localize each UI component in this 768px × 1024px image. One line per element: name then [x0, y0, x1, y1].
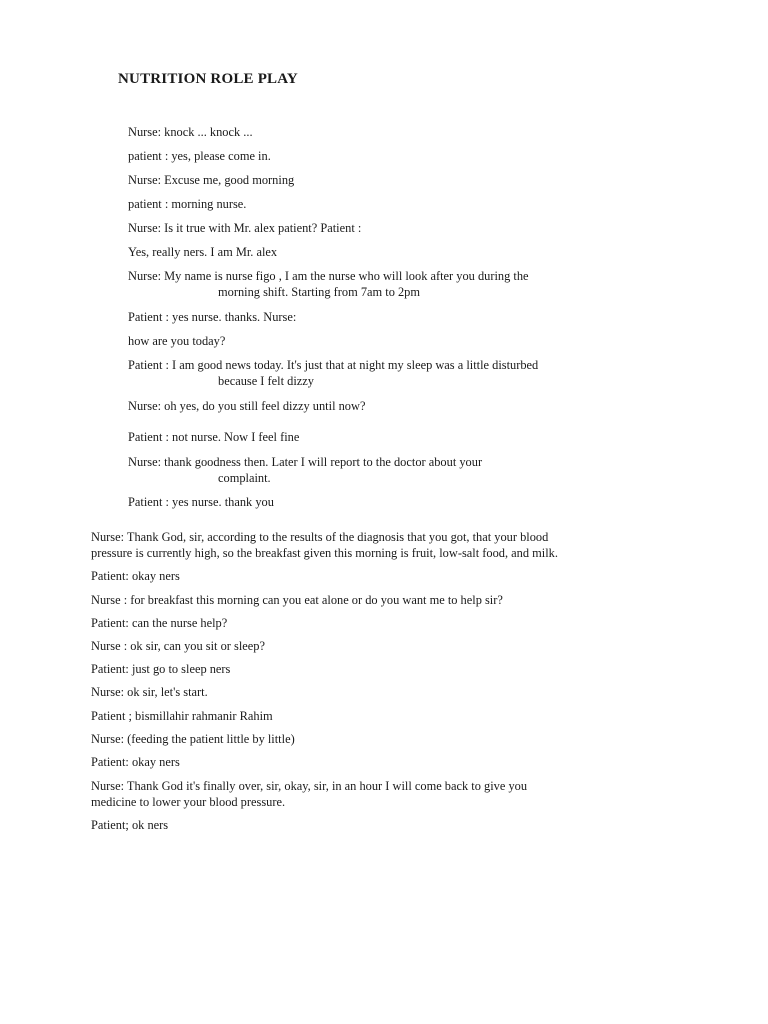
dialogue-line: Patient: can the nurse help? [91, 616, 228, 630]
dialogue-line: Patient : not nurse. Now I feel fine [128, 430, 300, 444]
dialogue-line: Nurse: oh yes, do you still feel dizzy until now? [128, 399, 366, 413]
dialogue-line: Nurse: My name is nurse figo , I am the nurse who will look after you during the morning shift. Starting from 7am to 2pm [128, 269, 529, 299]
document-title: NUTRITION ROLE PLAY [118, 71, 298, 87]
dialogue-line: Nurse : for breakfast this morning can you eat alone or do you want me to help sir? [91, 593, 503, 607]
dialogue-line: patient : yes, please come in. [128, 149, 271, 163]
dialogue-line: patient : morning nurse. [128, 197, 247, 211]
dialogue-line: Patient ; bismillahir rahmanir Rahim [91, 709, 273, 723]
dialogue-line: Patient : yes nurse. thanks. Nurse: [128, 310, 297, 324]
dialogue-line: Nurse : ok sir, can you sit or sleep? [91, 639, 265, 653]
dialogue-line: Patient: just go to sleep ners [91, 662, 231, 676]
dialogue-line: Nurse: Excuse me, good morning [128, 173, 295, 187]
dialogue-line: Patient : I am good news today. It's just that at night my sleep was a little disturbed because I felt dizzy [128, 358, 539, 388]
dialogue-line: Nurse: (feeding the patient little by little) [91, 732, 295, 746]
dialogue-line: Yes, really ners. I am Mr. alex [128, 245, 278, 259]
dialogue-line: Patient: okay ners [91, 569, 180, 583]
dialogue-line: Nurse: thank goodness then. Later I will report to the doctor about your complaint. [128, 455, 483, 485]
dialogue-line: Nurse: Thank God, sir, according to the results of the diagnosis that you got, that your blood pressure is currently high, so the breakfast given this morning is fruit, low-salt food, and milk. [91, 530, 558, 560]
dialogue-line: Nurse: knock ... knock ... [128, 125, 253, 139]
dialogue-line: Nurse: ok sir, let's start. [91, 685, 208, 699]
dialogue-line: Patient: okay ners [91, 755, 180, 769]
dialogue-line: Patient; ok ners [91, 818, 169, 832]
dialogue-line: how are you today? [128, 334, 226, 348]
dialogue-line: Nurse: Is it true with Mr. alex patient? Patient : [128, 221, 362, 235]
dialogue-line: Patient : yes nurse. thank you [128, 495, 274, 509]
dialogue-line: Nurse: Thank God it's finally over, sir, okay, sir, in an hour I will come back to give you medicine to lower your blood pressure. [91, 779, 528, 809]
